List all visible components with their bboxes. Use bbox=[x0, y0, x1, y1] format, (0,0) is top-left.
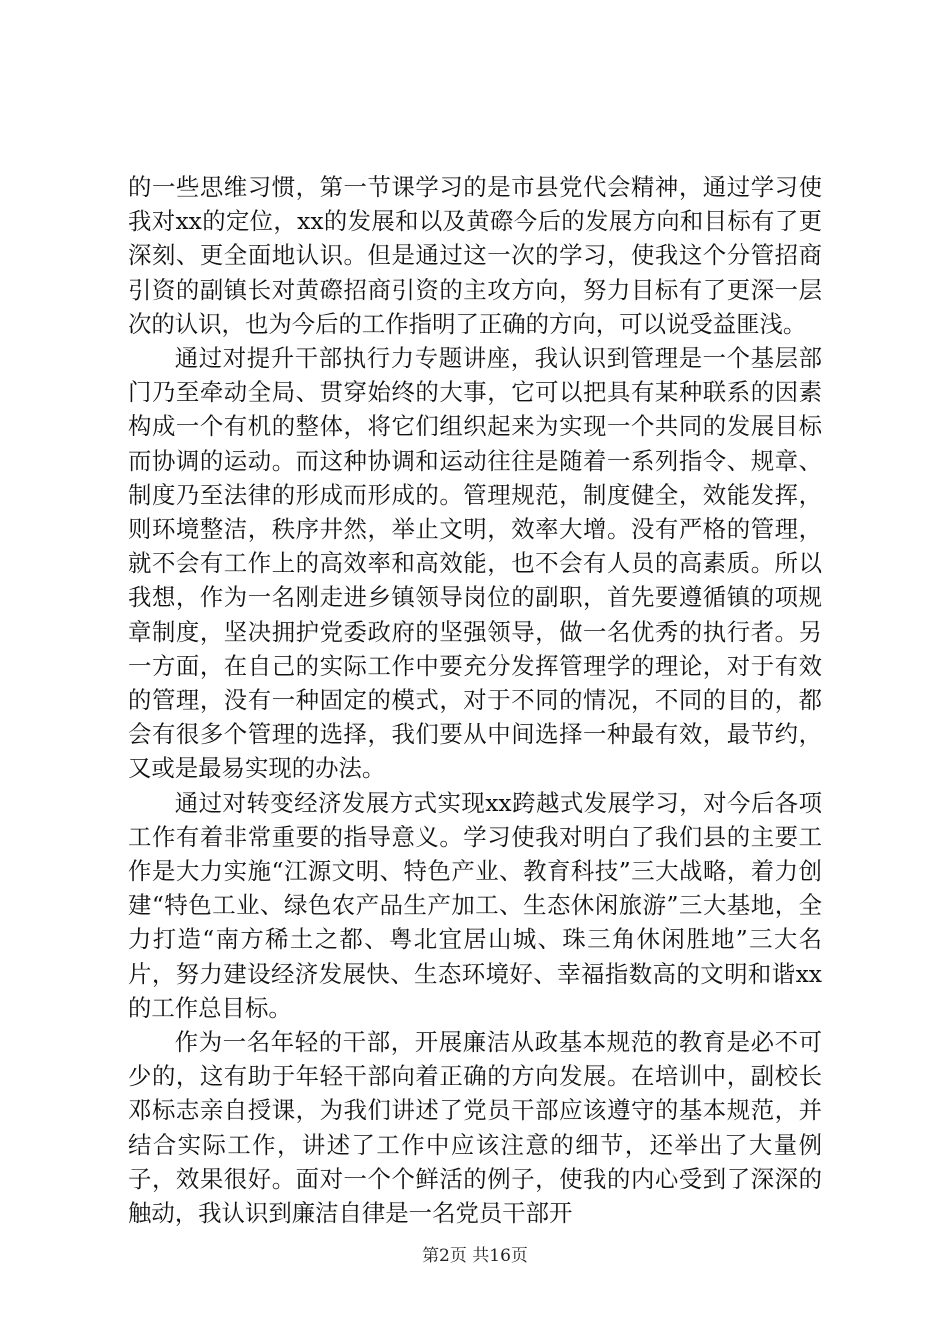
document-body bbox=[128, 170, 822, 1230]
paragraph-1: 的一些思维习惯，第一节课学习的是市县党代会精神，通过学习使我对xx的定位，xx的发展和以及黄磜今后的发展方向和目标有了更深刻、更全面地认识。但是通过这一次的学习，使我这个分管招商引资的副镇长对黄磜招商引资的主攻方向，努力目标有了更深一层次的认识，也为今后的工作指明了正确的方向，可以说受益匪浅。 bbox=[128, 173, 822, 338]
paragraph-2: 通过对提升干部执行力专题讲座，我认识到管理是一个基层部门乃至牵动全局、贯穿始终的大事，它可以把具有某种联系的因素构成一个有机的整体，将它们组织起来为实现一个共同的发展目标而协调的运动。而这种协调和运动往往是随着一系列指令、规章、制度乃至法律的形成而形成的。管理规范，制度健全，效能发挥，则环境整洁，秩序井然，举止文明，效率大增。没有严格的管理，就不会有工作上的高效率和高效能，也不会有人员的高素质。所以我想，作为一名刚走进乡镇领导岗位的副职，首先要遵循镇的项规章制度，坚决拥护党委政府的坚强领导，做一名优秀的执行者。另一方面，在自己的实际工作中要充分发挥管理学的理论，对于有效的管理，没有一种固定的模式，对于不同的情况，不同的目的，都会有很多个管理的选择，我们要从中间选择一种最有效，最节约，又或是最易实现的办法。 bbox=[128, 344, 822, 783]
paragraph-4: 作为一名年轻的干部，开展廉洁从政基本规范的教育是必不可少的，这有助于年轻干部向着正确的方向发展。在培训中，副校长邓标志亲自授课，为我们讲述了党员干部应该遵守的基本规范，并结合实际工作，讲述了工作中应该注意的细节，还举出了大量例子，效果很好。面对一个个鲜活的例子，使我的内心受到了深深的触动，我认识到廉洁自律是一名党员干部开 bbox=[128, 1028, 822, 1228]
page-number-footer: 第2页 共16页 bbox=[422, 1246, 528, 1266]
paragraph-3: 通过对转变经济发展方式实现xx跨越式发展学习，对今后各项工作有着非常重要的指导意义。学习使我对明白了我们县的主要工作是大力实施“江源文明、特色产业、教育科技”三大战略，着力创建“特色工业、绿色农产品生产加工、生态休闲旅游”三大基地，全力打造“南方稀土之都、粤北宜居山城、珠三角休闲胜地”三大名片，努力建设经济发展快、生态环境好、幸福指数高的文明和谐xx的工作总目标。 bbox=[128, 788, 822, 1022]
